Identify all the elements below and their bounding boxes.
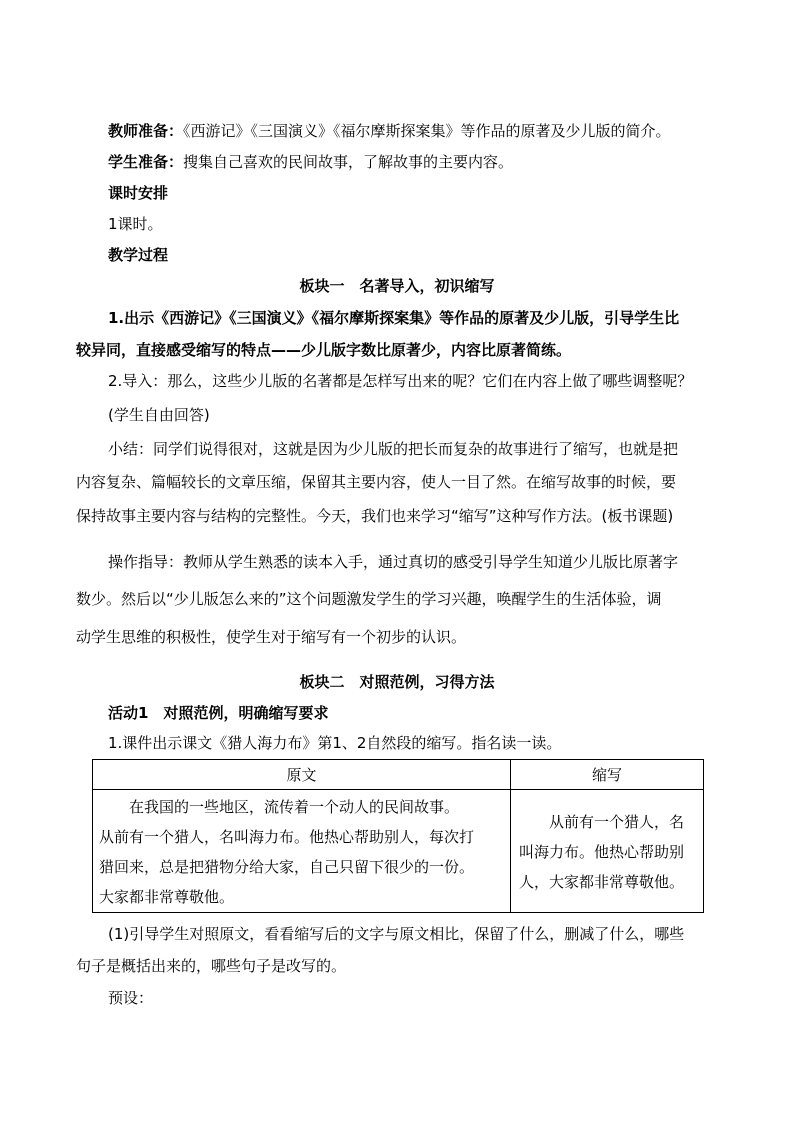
student-prep-text: 搜集自己喜欢的民间故事，了解故事的主要内容。 xyxy=(183,153,514,171)
summary-line1: 小结：同学们说得很对，这就是因为少儿版的把长而复杂的故事进行了缩写，也就是把 xyxy=(108,440,679,458)
abridged-text-cell xyxy=(511,790,704,913)
table-header-row xyxy=(93,760,704,790)
table-header-original: 原文 xyxy=(93,760,511,790)
abridged-line: 叫海力布。他热心帮助别 xyxy=(519,843,685,861)
abridged-line: 从前有一个猎人，名 xyxy=(549,813,685,831)
original-line: 大家都非常尊敬他。 xyxy=(99,888,235,906)
teacher-prep-line xyxy=(108,121,671,141)
activity1-heading: 活动1 对照范例，明确缩写要求 xyxy=(108,704,329,722)
comparison-table xyxy=(92,759,704,913)
guide-line2: 数少。然后以“少儿版怎么来的”这个问题激发学生的学习兴趣，唤醒学生的生活体验，调 xyxy=(76,590,662,608)
summary-line2: 内容复杂、篇幅较长的文章压缩，保留其主要内容，使人一目了然。在缩写故事的时候，要 xyxy=(76,473,677,491)
original-line: 在我国的一些地区，流传着一个动人的民间故事。 xyxy=(129,798,460,816)
guide-line1: 操作指导：教师从学生熟悉的读本入手，通过真切的感受引导学生知道少儿版比原著字 xyxy=(108,553,679,571)
schedule-text: 1课时。 xyxy=(108,215,163,233)
table-header-abridged: 缩写 xyxy=(511,760,704,790)
summary-line3: 保持故事主要内容与结构的完整性。今天，我们也来学习“缩写”这种写作方法。(板书课题) xyxy=(76,507,674,525)
q1-line1: (1)引导学生对照原文，看看缩写后的文字与原文相比，保留了什么，删减了什么，哪些 xyxy=(108,925,685,943)
q1-line2: 句子是概括出来的，哪些句子是改写的。 xyxy=(76,957,347,975)
table-row xyxy=(93,790,704,913)
process-heading: 教学过程 xyxy=(108,246,169,264)
s1-item2: 2.导入：那么，这些少儿版的名著都是怎样写出来的呢？它们在内容上做了哪些调整呢？ xyxy=(108,372,693,390)
abridged-line: 人，大家都非常尊敬他。 xyxy=(519,873,685,891)
student-prep-label: 学生准备： xyxy=(108,153,184,171)
s1-answer: (学生自由回答) xyxy=(108,406,210,424)
schedule-heading: 课时安排 xyxy=(108,184,169,202)
section2-title: 板块二 对照范例，习得方法 xyxy=(299,673,495,691)
preset-label: 预设： xyxy=(108,989,154,1007)
original-line: 从前有一个猎人，名叫海力布。他热心帮助别人，每次打 xyxy=(99,828,475,846)
original-line: 猎回来，总是把猎物分给大家，自己只留下很少的一份。 xyxy=(99,858,475,876)
teacher-prep-label: 教师准备： xyxy=(108,122,184,140)
guide-line3: 动学生思维的积极性，使学生对于缩写有一个初步的认识。 xyxy=(76,628,467,646)
original-text-cell xyxy=(93,790,511,913)
a1-item1: 1.课件出示课文《猎人海力布》第1、2自然段的缩写。指名读一读。 xyxy=(108,734,562,752)
student-prep-line xyxy=(108,152,513,172)
s1-item1-line1: 1.出示《西游记》《三国演义》《福尔摩斯探案集》等作品的原著及少儿版，引导学生比 xyxy=(108,309,680,327)
s1-item1-line2: 较异同，直接感受缩写的特点——少儿版字数比原著少，内容比原著简练。 xyxy=(76,341,572,359)
section1-title: 板块一 名著导入，初识缩写 xyxy=(299,277,495,295)
teacher-prep-text: 《西游记》《三国演义》《福尔摩斯探案集》等作品的原著及少儿版的简介。 xyxy=(183,122,671,140)
